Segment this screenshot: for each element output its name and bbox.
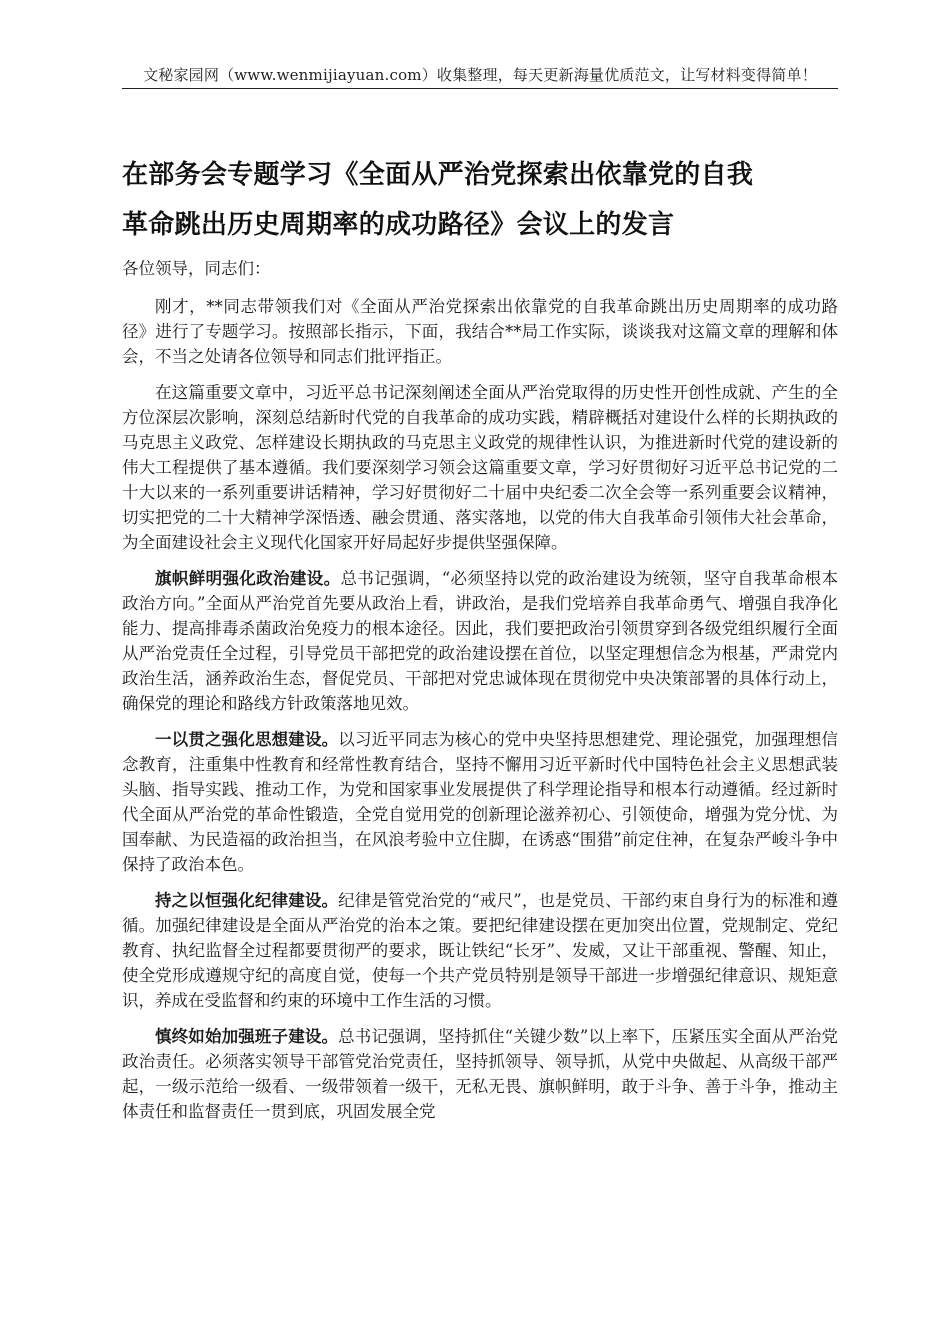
document-title <box>122 150 838 250</box>
title-line-2: 革命跳出历史周期率的成功路径》会议上的发言 <box>122 210 675 240</box>
paragraph-lead: 一以贯之强化思想建设。 <box>155 730 339 749</box>
paragraph-leadership <box>122 1024 838 1124</box>
paragraph-text: 在这篇重要文章中，习近平总书记深刻阐述全面从严治党取得的历史性开创性成就、产生的全方位深层次影响，深刻总结新时代党的自我革命的成功实践，精辟概括对建设什么样的长期执政的马克思主义政党、怎样建设长期执政的马克思主义政党的规律性认识，为推进新时代党的建设新的伟大工程提供了基本遵循。我们要深刻学习领会这篇重要文章，学习好贯彻好习近平总书记党的二十大以来的一系列重要讲话精神，学习好贯彻好二十届中央纪委二次全会等一系列重要会议精神，切实把党的二十大精神学深悟透、融会贯通、落实落地，以党的伟大自我革命引领伟大社会革命，为全面建设社会主义现代化国家开好局起好步提供坚强保障。 <box>122 383 838 552</box>
document-body <box>122 256 838 1135</box>
paragraph-text: 以习近平同志为核心的党中央坚持思想建党、理论强党，加强理想信念教育，注重集中性教育和经常性教育结合，坚持不懈用习近平新时代中国特色社会主义思想武装头脑、指导实践、推动工作，为党和国家事业发展提供了科学理论指导和根本行动遵循。经过新时代全面从严治党的革命性锻造，全党自觉用党的创新理论滋养初心、引领使命，增强为党分忧、为国奉献、为民造福的政治担当，在风浪考验中立住脚，在诱惑“围猎”前定住神，在复杂严峻斗争中保持了政治本色。 <box>122 730 839 874</box>
title-line-1: 在部务会专题学习《全面从严治党探索出依靠党的自我 <box>122 160 754 190</box>
paragraph-lead: 旗帜鲜明强化政治建设。 <box>155 569 341 588</box>
paragraph-lead: 持之以恒强化纪律建设。 <box>155 891 339 910</box>
paragraph-text: 总书记强调，坚持抓住“关键少数”以上率下，压紧压实全面从严治党政治责任。必须落实领导干部管党治党责任，坚持抓领导、领导抓，从党中央做起、从高级干部严起，一级示范给一级看、一级带领着一级干，无私无畏、旗帜鲜明，敢于斗争、善于斗争，推动主体责任和监督责任一贯到底，巩固发展全党 <box>122 1027 839 1121</box>
paragraph-text: 纪律是管党治党的“戒尺”，也是党员、干部约束自身行为的标准和遵循。加强纪律建设是全面从严治党的治本之策。要把纪律建设摆在更加突出位置，党规制定、党纪教育、执纪监督全过程都要贯彻严的要求，既让铁纪“长牙”、发威，又让干部重视、警醒、知止，使全党形成遵规守纪的高度自觉，使每一个共产党员特别是领导干部进一步增强纪律意识、规矩意识，养成在受监督和约束的环境中工作生活的习惯。 <box>122 891 839 1010</box>
paragraph-intro <box>122 294 838 369</box>
paragraph-text: 总书记强调，“必须坚持以党的政治建设为统领，坚守自我革命根本政治方向。”全面从严治党首先要从政治上看，讲政治，是我们党培养自我革命勇气、增强自我净化能力、提高排毒杀菌政治免疫力的根本途径。因此，我们要把政治引领贯穿到各级党组织履行全面从严治党责任全过程，引导党员干部把党的政治建设摆在首位，以坚定理想信念为根基，严肃党内政治生活，涵养政治生态，督促党员、干部把对党忠诚体现在贯彻党中央决策部署的具体行动上，确保党的理论和路线方针政策落地见效。 <box>122 569 839 713</box>
paragraph-political <box>122 566 838 716</box>
paragraph-overview <box>122 380 838 555</box>
greeting: 各位领导，同志们： <box>122 259 271 278</box>
paragraph-ideological <box>122 727 838 877</box>
page-header <box>122 64 838 89</box>
header-text: 文秘家园网（www.wenmijiayuan.com）收集整理，每天更新海量优质范文，让写材料变得简单！ <box>143 66 817 84</box>
paragraph-text: 刚才，**同志带领我们对《全面从严治党探索出依靠党的自我革命跳出历史周期率的成功路径》进行了专题学习。按照部长指示，下面，我结合**局工作实际，谈谈我对这篇文章的理解和体会，不当之处请各位领导和同志们批评指正。 <box>122 297 838 366</box>
paragraph-discipline <box>122 888 838 1013</box>
paragraph-lead: 慎终如始加强班子建设。 <box>155 1027 339 1046</box>
